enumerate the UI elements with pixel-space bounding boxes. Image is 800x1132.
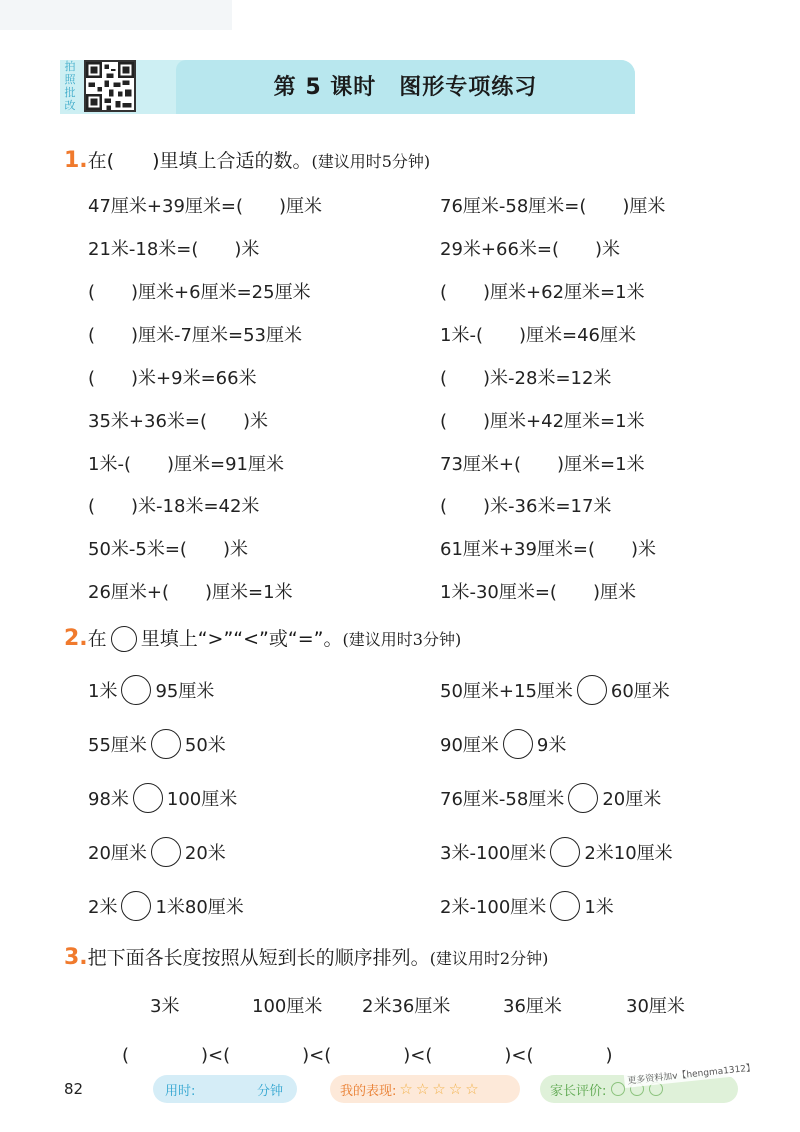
top-band — [0, 0, 232, 30]
performance-pill — [330, 1075, 520, 1103]
page-title: 第 5 课时 图形专项练习 — [273, 75, 538, 100]
question-1-text: 在( )里填上合适的数。 — [87, 150, 312, 172]
q2-comparison — [88, 729, 226, 759]
q1-equation[interactable]: 76厘米-58厘米=( )厘米 — [440, 196, 666, 217]
answer-circle[interactable] — [568, 783, 598, 813]
q2-left-expr: 1米 — [88, 681, 118, 702]
q2-left-expr: 3米-100厘米 — [440, 843, 547, 864]
q2-comparison — [88, 891, 244, 921]
q1-equation[interactable]: ( )厘米+62厘米=1米 — [440, 282, 645, 303]
q1-equation[interactable]: 35米+36米=( )米 — [88, 411, 269, 432]
q1-equation[interactable]: ( )米+9米=66米 — [88, 368, 257, 389]
q2-left-expr: 2米-100厘米 — [440, 897, 547, 918]
question-2-hint: (建议用时3分钟) — [342, 630, 462, 649]
answer-circle[interactable] — [151, 837, 181, 867]
q1-equation[interactable]: 26厘米+( )厘米=1米 — [88, 582, 293, 603]
q1-equation[interactable]: 73厘米+( )厘米=1米 — [440, 454, 645, 475]
q2-comparison — [440, 675, 670, 705]
q1-equation[interactable]: ( )厘米+42厘米=1米 — [440, 411, 645, 432]
q2-left-expr: 90厘米 — [440, 735, 499, 756]
q2-right-expr: 100厘米 — [166, 789, 238, 810]
question-1-hint: (建议用时5分钟) — [311, 152, 431, 171]
q1-equation[interactable]: ( )米-28米=12米 — [440, 368, 612, 389]
length-item: 2米36厘米 — [362, 996, 451, 1017]
q2-comparison — [88, 837, 226, 867]
page-number: 82 — [64, 1080, 84, 1098]
answer-circle[interactable] — [121, 891, 151, 921]
star-icon[interactable]: ☆ — [415, 1080, 430, 1098]
q2-left-expr: 20厘米 — [88, 843, 147, 864]
answer-circle[interactable] — [577, 675, 607, 705]
q2-comparison — [440, 783, 661, 813]
q2-left-expr: 50厘米+15厘米 — [440, 681, 573, 702]
q2-right-expr: 60厘米 — [610, 681, 670, 702]
scan-label: 拍照批改 — [64, 60, 76, 112]
star-icon[interactable]: ☆ — [432, 1080, 446, 1098]
star-icon[interactable]: ☆ — [399, 1080, 413, 1098]
question-2-text-after: 里填上“>”“<”或“=”。 — [140, 628, 343, 650]
q2-right-expr: 2米10厘米 — [584, 843, 673, 864]
q2-right-expr: 9米 — [536, 735, 567, 756]
q2-comparison — [88, 783, 237, 813]
q2-comparison — [88, 675, 214, 705]
q1-equation[interactable]: 1米-( )厘米=91厘米 — [88, 454, 284, 475]
question-2-number: 2. — [64, 626, 88, 651]
q2-comparison — [440, 729, 566, 759]
q2-right-expr: 20米 — [184, 843, 226, 864]
answer-circle[interactable] — [550, 891, 580, 921]
q2-right-expr: 1米 — [584, 897, 614, 918]
answer-circle[interactable] — [503, 729, 533, 759]
watermark: 更多资料加v【hengma1312】 — [624, 1059, 759, 1088]
q2-right-expr: 20厘米 — [602, 789, 662, 810]
question-2-text-before: 在 — [87, 628, 107, 650]
star-icon[interactable]: ☆ — [465, 1080, 479, 1098]
question-1-heading — [64, 146, 430, 173]
q2-comparison — [440, 837, 673, 867]
q1-equation[interactable]: ( )米-36米=17米 — [440, 496, 612, 517]
q1-equation[interactable]: 50米-5米=( )米 — [88, 539, 248, 560]
q2-left-expr: 76厘米-58厘米 — [440, 789, 565, 810]
answer-circle[interactable] — [550, 837, 580, 867]
length-item: 3米 — [150, 996, 180, 1017]
question-2-heading — [64, 624, 461, 652]
q2-left-expr: 55厘米 — [88, 735, 147, 756]
question-3-text: 把下面各长度按照从短到长的顺序排列。 — [87, 947, 430, 969]
time-label: 用时: — [165, 1083, 196, 1099]
question-1-number: 1. — [64, 148, 88, 173]
answer-circle[interactable] — [133, 783, 163, 813]
length-item: 100厘米 — [252, 996, 323, 1017]
q1-equation[interactable]: 21米-18米=( )米 — [88, 239, 260, 260]
q1-equation[interactable]: ( )米-18米=42米 — [88, 496, 260, 517]
performance-label: 我的表现: — [340, 1083, 397, 1099]
star-icon[interactable]: ☆ — [448, 1080, 463, 1098]
answer-circle[interactable] — [151, 729, 181, 759]
question-3-hint: (建议用时2分钟) — [429, 949, 549, 968]
q1-equation[interactable]: 1米-( )厘米=46厘米 — [440, 325, 636, 346]
q1-equation[interactable]: 1米-30厘米=( )厘米 — [440, 582, 636, 603]
q2-comparison — [440, 891, 614, 921]
answer-circle[interactable] — [121, 675, 151, 705]
question-3-number: 3. — [64, 945, 88, 970]
order-answer-row[interactable]: ( )<( )<( )<( )<( ) — [122, 1045, 613, 1066]
q1-equation[interactable]: ( )厘米+6厘米=25厘米 — [88, 282, 311, 303]
q2-right-expr: 1米80厘米 — [155, 897, 244, 918]
q2-right-expr: 50米 — [184, 735, 226, 756]
time-unit: 分钟 — [257, 1083, 284, 1099]
q1-equation[interactable]: ( )厘米-7厘米=53厘米 — [88, 325, 302, 346]
smile-icon[interactable] — [611, 1082, 625, 1096]
q2-left-expr: 98米 — [88, 789, 129, 810]
circle-icon — [111, 626, 137, 652]
question-3-heading — [64, 943, 548, 970]
q1-equation[interactable]: 29米+66米=( )米 — [440, 239, 621, 260]
parent-label: 家长评价: — [550, 1083, 607, 1099]
qr-code-icon[interactable] — [84, 60, 136, 112]
q1-equation[interactable]: 47厘米+39厘米=( )厘米 — [88, 196, 323, 217]
time-pill — [153, 1075, 297, 1103]
length-item: 30厘米 — [626, 996, 685, 1017]
q1-equation[interactable]: 61厘米+39厘米=( )米 — [440, 539, 657, 560]
q2-left-expr: 2米 — [88, 897, 118, 918]
length-item: 36厘米 — [503, 996, 562, 1017]
q2-right-expr: 95厘米 — [155, 681, 215, 702]
